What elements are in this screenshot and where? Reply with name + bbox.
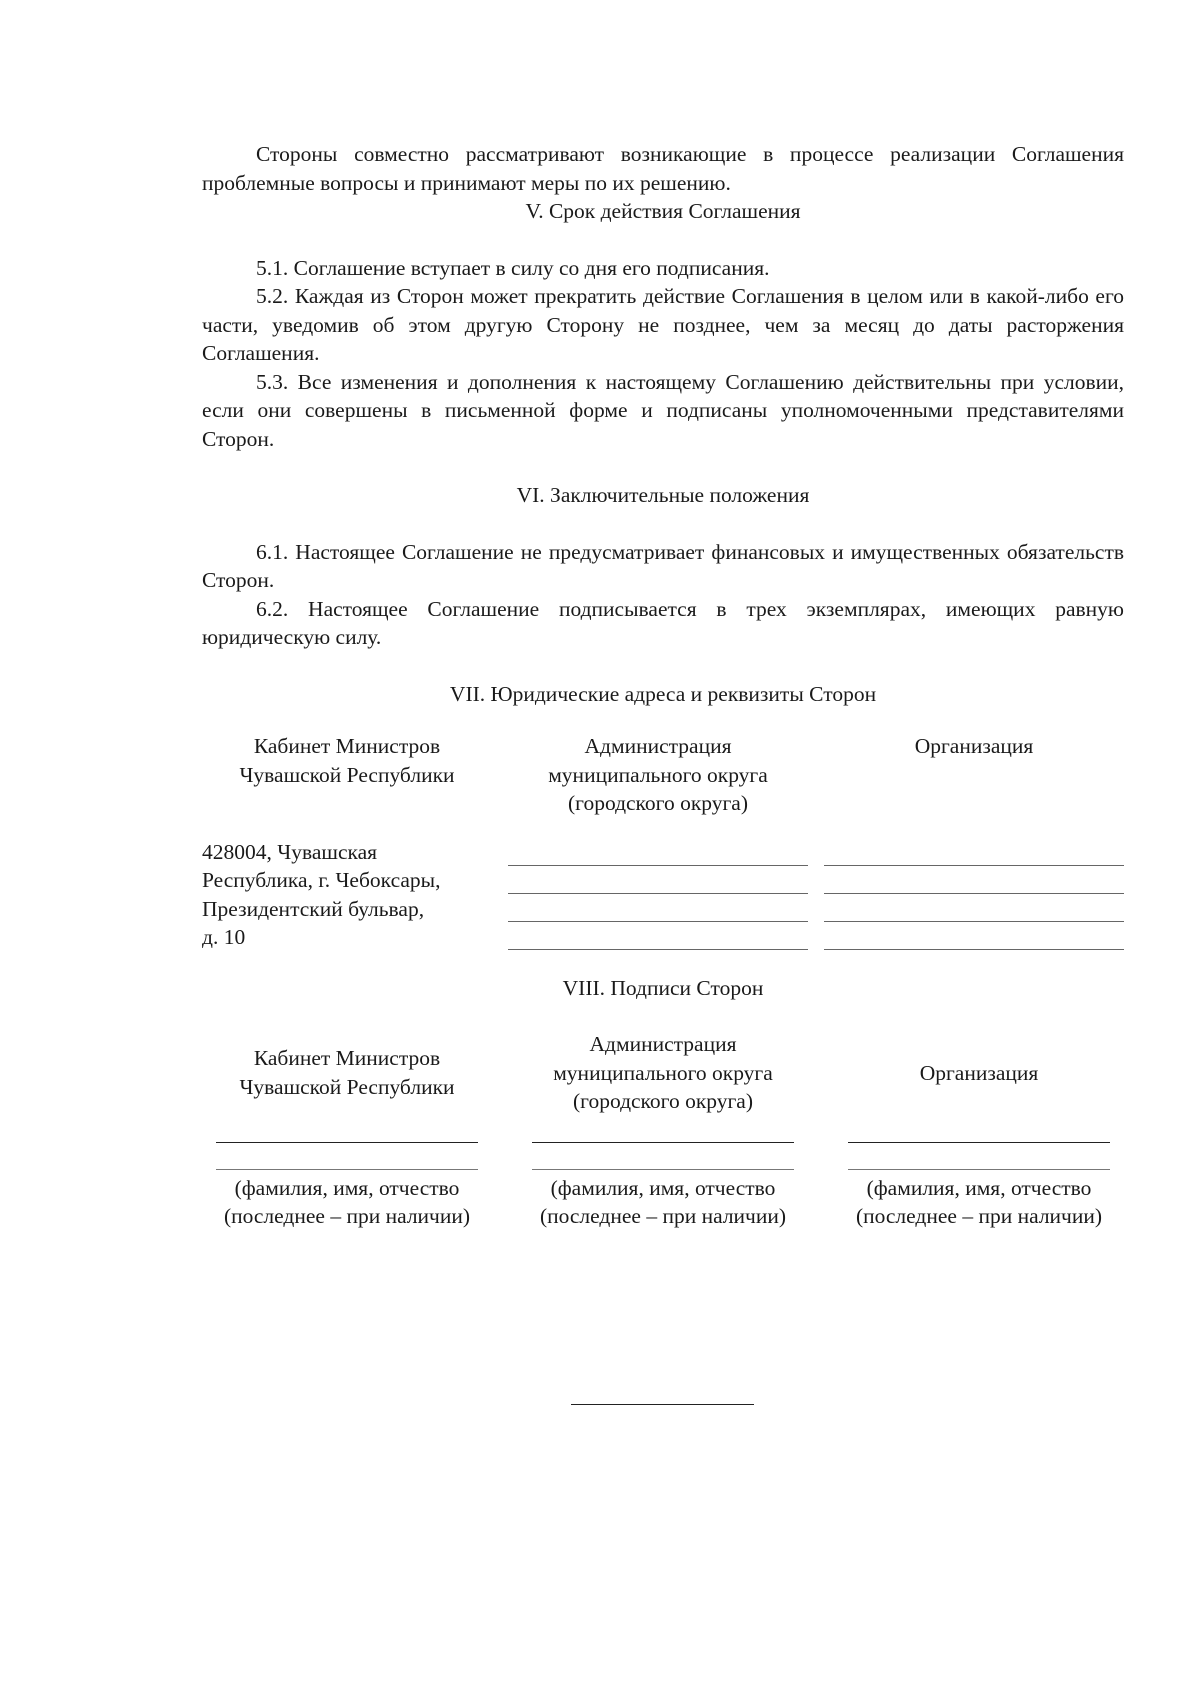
- name-line: [532, 1143, 794, 1170]
- clause-6-2: 6.2. Настоящее Соглашение подписывается в трех экземплярах, имеющих равную юридическую силу.: [202, 596, 1124, 649]
- requisites-body: [202, 838, 1124, 952]
- signature-block-administration: [518, 1116, 808, 1231]
- blank-line: [508, 838, 808, 866]
- section-8-title: VIII. Подписи Сторон: [562, 975, 764, 1000]
- blank-line: [508, 866, 808, 894]
- requisites-header: [202, 732, 1124, 818]
- section-5-title: V. Срок действия Соглашения: [525, 199, 801, 223]
- name-line: [216, 1143, 478, 1170]
- signature-line: [532, 1116, 794, 1143]
- organization-address-lines: [824, 838, 1124, 950]
- sign-party-administration: Администрация муниципального округа (городского округа): [553, 1032, 773, 1113]
- signature-lines: [202, 1116, 1124, 1231]
- document-page: [202, 140, 1124, 1231]
- party-organization-heading: Организация: [914, 734, 1034, 758]
- sign-party-cabinet: Кабинет Министров Чувашской Республики: [239, 1046, 455, 1099]
- party-administration-heading: Администрация муниципального округа (городского округа): [548, 734, 768, 815]
- fio-caption: (фамилия, имя, отчество (последнее – при наличии): [855, 1175, 1103, 1228]
- signatures-header: [202, 1030, 1124, 1116]
- blank-line: [508, 894, 808, 922]
- blank-line: [508, 922, 808, 950]
- name-line: [848, 1143, 1110, 1170]
- clause-6-1: 6.1. Настоящее Соглашение не предусматривает финансовых и имущественных обязательств Сторон.: [202, 539, 1124, 592]
- signature-block-cabinet: [202, 1116, 492, 1231]
- fio-caption: (фамилия, имя, отчество (последнее – при наличии): [223, 1175, 471, 1228]
- section-6-title: VI. Заключительные положения: [516, 483, 810, 507]
- clause-5-3: 5.3. Все изменения и дополнения к настоящему Соглашению действительны при условии, если они совершены в письменной форме и подписаны уполномоченными представителями Сторон.: [202, 369, 1124, 451]
- clause-5-2: 5.2. Каждая из Сторон может прекратить действие Соглашения в целом или в какой-либо его части, уведомив об этом другую Сторону не позднее, чем за месяц до даты расторжения Соглашения.: [202, 284, 1124, 365]
- fio-caption: (фамилия, имя, отчество (последнее – при наличии): [539, 1175, 787, 1228]
- section-7-title: VII. Юридические адреса и реквизиты Сторон: [449, 681, 877, 706]
- signature-line: [216, 1116, 478, 1143]
- end-of-document-line: [571, 1404, 754, 1405]
- signature-block-organization: [834, 1116, 1124, 1231]
- sign-party-organization: Организация: [919, 1060, 1039, 1085]
- signature-line: [848, 1116, 1110, 1143]
- cabinet-address: 428004, Чувашская Республика, г. Чебоксары, Президентский бульвар, д. 10: [202, 839, 441, 949]
- blank-line: [824, 838, 1124, 866]
- blank-line: [824, 866, 1124, 894]
- clause-5-1: 5.1. Соглашение вступает в силу со дня его подписания.: [256, 255, 770, 280]
- blank-line: [824, 922, 1124, 950]
- blank-line: [824, 894, 1124, 922]
- party-cabinet-heading: Кабинет Министров Чувашской Республики: [239, 734, 455, 787]
- intro-paragraph: Стороны совместно рассматривают возникающие в процессе реализации Соглашения проблемные вопросы и принимают меры по их решению.: [202, 142, 1124, 195]
- administration-address-lines: [508, 838, 808, 950]
